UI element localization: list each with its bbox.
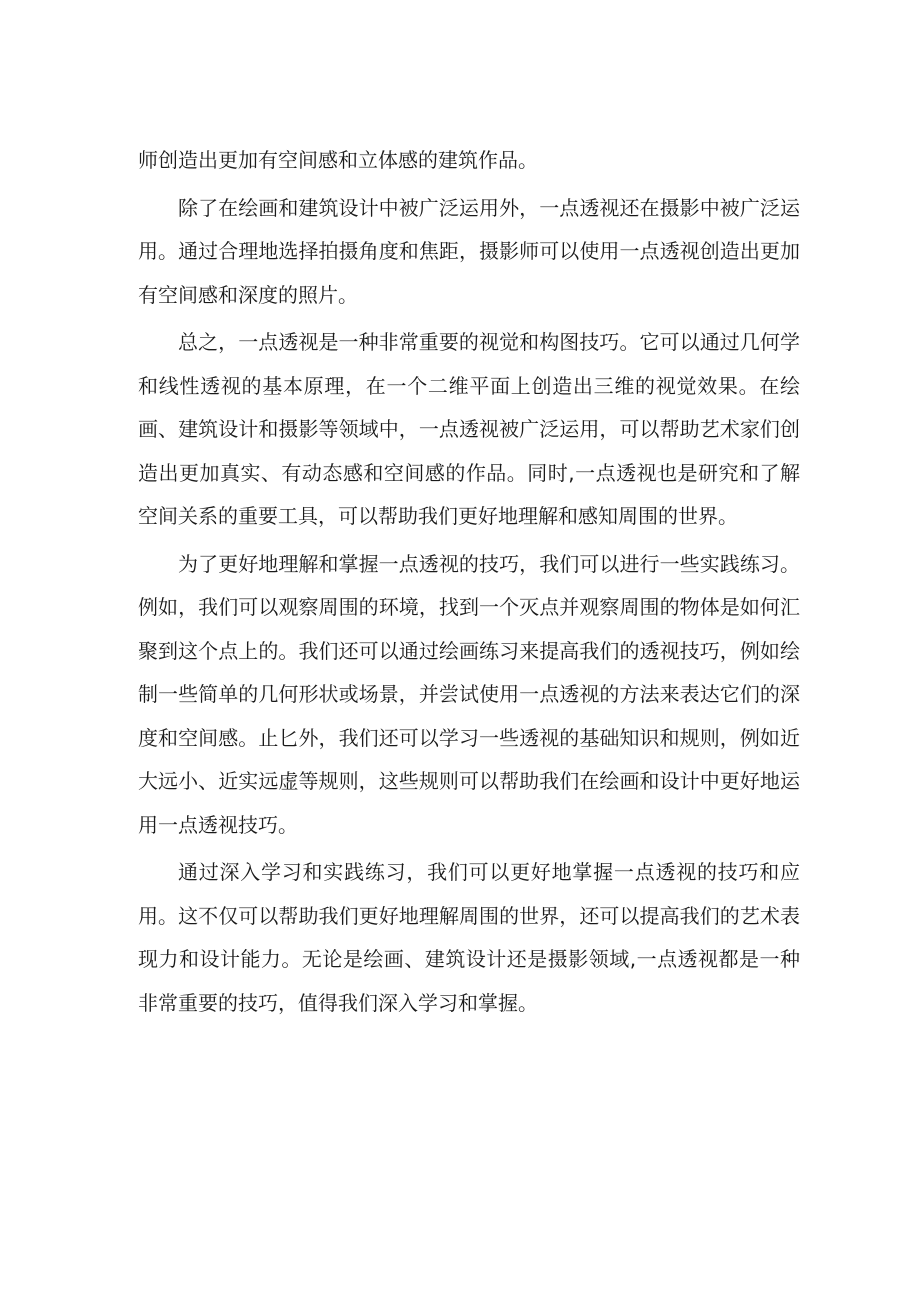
document-body — [138, 139, 800, 1029]
paragraph-summary: 总之，一点透视是一种非常重要的视觉和构图技巧。它可以通过几何学和线性透视的基本原理，在一个二维平面上创造出三维的视觉效果。在绘画、建筑设计和摄影等领域中，一点透视被广泛运用，可以帮助艺术家们创造出更加真实、有动态感和空间感的作品。同时,一点透视也是研究和了解空间关系的重要工具，可以帮助我们更好地理解和感知周围的世界。 — [138, 330, 800, 528]
paragraph-conclusion: 通过深入学习和实践练习，我们可以更好地掌握一点透视的技巧和应用。这不仅可以帮助我们更好地理解周围的世界，还可以提高我们的艺术表现力和设计能力。无论是绘画、建筑设计还是摄影领域,一点透视都是一种非常重要的技巧，值得我们深入学习和掌握。 — [138, 860, 800, 1015]
paragraph-continuation: 师创造出更加有空间感和立体感的建筑作品。 — [138, 148, 538, 172]
paragraph-photography: 除了在绘画和建筑设计中被广泛运用外，一点透视还在摄影中被广泛运用。通过合理地选择拍摄角度和焦距，摄影师可以使用一点透视创造出更加有空间感和深度的照片。 — [138, 195, 800, 307]
paragraph-practice: 为了更好地理解和掌握一点透视的技巧，我们可以进行一些实践练习。例如，我们可以观察周围的环境，找到一个灭点并观察周围的物体是如何汇聚到这个点上的。我们还可以通过绘画练习来提高我们的透视技巧，例如绘制一些简单的几何形状或场景，并尝试使用一点透视的方法来表达它们的深度和空间感。止匕外，我们还可以学习一些透视的基础知识和规则，例如近大远小、近实远虚等规则，这些规则可以帮助我们在绘画和设计中更好地运用一点透视技巧。 — [138, 551, 800, 837]
